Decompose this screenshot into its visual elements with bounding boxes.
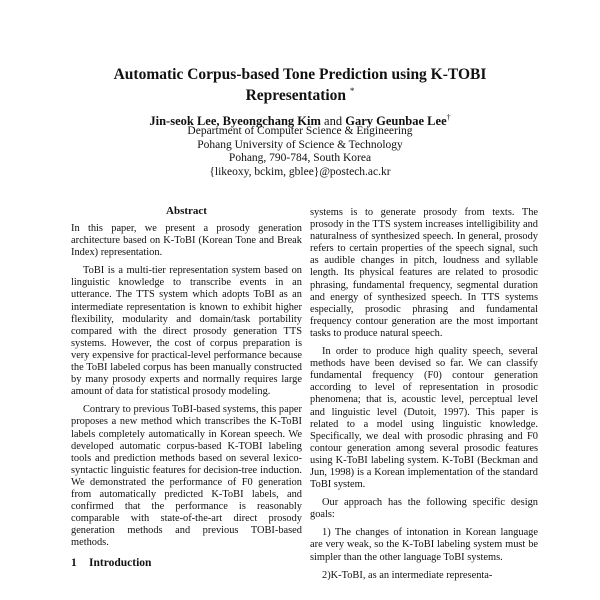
section-number: 1 <box>71 557 77 570</box>
affiliation-emails: {likeoxy, bckim, gblee}@postech.ac.kr <box>209 165 391 178</box>
design-goal-1: 1) The changes of intonation in Korean language are very weak, so the K-ToBI labeling system must be simpler than the other language ToBI systems. <box>310 527 538 563</box>
affiliation-department: Department of Computer Science & Engineering <box>187 125 413 137</box>
abstract-paragraph-3: Contrary to previous ToBI-based systems, this paper proposes a new method which transcribes the K-ToBI labels completely automatically in Korean speech. We developed automatic corpus-based K-TOBI labeling tools and prediction methods based on several lexico-syntactic linguistic features for decision-tree induction. We demonstrated the performance of F0 generation from automatically predicted K-ToBI labels, and confirmed that the performance is reasonably comparable with state-of-the-art direct prosody generation methods and previous TOBI-based methods. <box>71 404 302 549</box>
title-footnote-mark: * <box>349 86 355 96</box>
intro-paragraph-3: Our approach has the following specific design goals: <box>310 497 538 521</box>
affiliation-block <box>60 125 540 179</box>
title-line-2: Representation <box>245 87 347 105</box>
abstract-paragraph-1: In this paper, we present a prosody generation architecture based on K-ToBI (Korean Tone and Break Index) representation. <box>71 223 302 259</box>
intro-paragraph-1: systems is to generate prosody from texts. The prosody in the TTS system increases intelligibility and naturalness of synthesized speech. In general, prosody refers to certain properties of the speech signal, such as audible changes in pitch, loudness and syllable length. Its physical features are related to prosodic phrasing, fundamental frequency, segmental duration and energy of synthesized speech. In TTS systems especially, prosodic phrasing and fundamental frequency contour generation are the most important tasks to produce natural speech. <box>310 207 538 339</box>
author-names-1: Jin-seok Lee, Byeongchang Kim <box>149 114 321 129</box>
title-line-1: Automatic Corpus-based Tone Prediction using K-TOBI <box>113 66 487 83</box>
author-footnote-mark: † <box>446 113 451 122</box>
affiliation-university: Pohang University of Science & Technology <box>197 138 403 151</box>
abstract-heading: Abstract <box>166 205 207 217</box>
design-goal-2: 2)K-ToBI, as an intermediate representa- <box>322 569 493 581</box>
left-column <box>71 205 302 570</box>
abstract-paragraph-2: ToBI is a multi-tier representation system based on linguistic knowledge to transcribe events in an utterance. The TTS system which adopts ToBI as an intermediate representation is known to exhibit higher flexibility, modularity and domain/task portability compared with the direct prosody generation TTS systems. However, the cost of corpus preparation is very expensive for practical-level performance because the ToBI labeled corpus has been manually constructed by many prosody experts and normally requires large amount of data for statistical prosody modeling. <box>71 265 302 398</box>
section-title: Introduction <box>89 557 152 570</box>
right-column <box>310 207 538 582</box>
paper-title <box>60 66 540 104</box>
author-conjunction: and <box>324 114 343 129</box>
author-names-2: Gary Geunbae Lee <box>345 114 447 129</box>
intro-paragraph-2: In order to produce high quality speech, several methods have been devised so far. We can classify fundamental frequency (F0) contour generation according to level of representation in prosodic phenomena; that is, acoustic level, perceptual level and linguistic level (Dutoit, 1997). This paper is related to a model using linguistic knowledge. Specifically, we deal with prosodic phrasing and F0 contour generation among several prosodic features using K-ToBI labeling system. K-ToBI (Beckman and Jun, 1998) is a Korean implementation of the standard ToBI system. <box>310 346 538 491</box>
section-heading-introduction <box>71 557 302 570</box>
affiliation-address: Pohang, 790-784, South Korea <box>228 152 372 165</box>
